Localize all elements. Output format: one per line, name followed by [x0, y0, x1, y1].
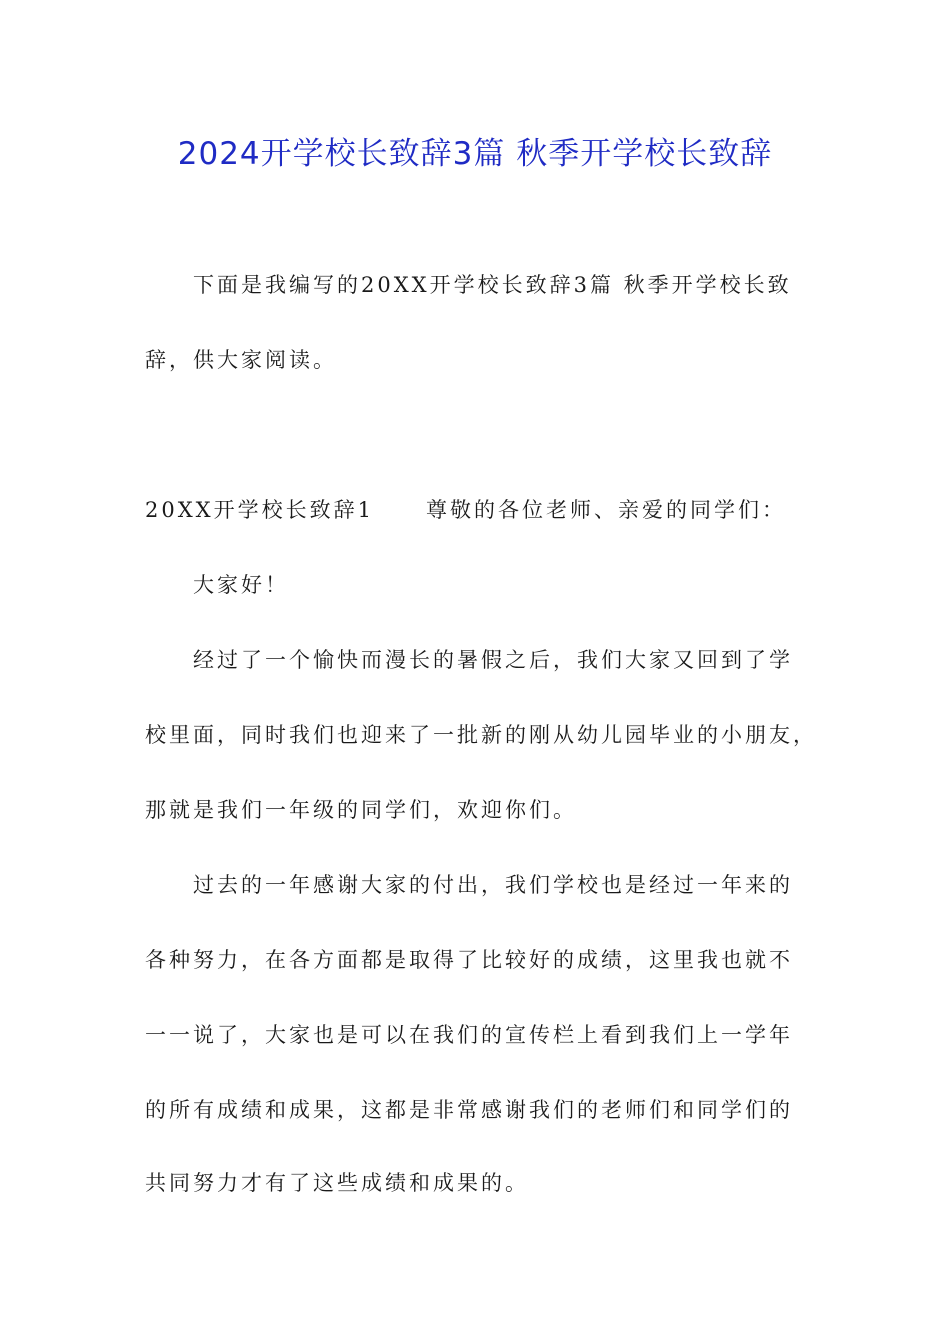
- paragraph-1-line-2: 校里面，同时我们也迎来了一批新的刚从幼儿园毕业的小朋友，: [145, 723, 817, 747]
- paragraph-2-line-2: 各种努力，在各方面都是取得了比较好的成绩，这里我也就不: [145, 948, 793, 972]
- paragraph-1-line-1: 经过了一个愉快而漫长的暑假之后，我们大家又回到了学: [193, 648, 793, 672]
- paragraph-1-line-3: 那就是我们一年级的同学们，欢迎你们。: [145, 798, 577, 822]
- intro-line-1: 下面是我编写的20XX开学校长致辞3篇 秋季开学校长致: [193, 273, 792, 297]
- salutation: 尊敬的各位老师、亲爱的同学们：: [425, 498, 786, 522]
- greeting: 大家好！: [193, 573, 289, 597]
- paragraph-2-line-5: 共同努力才有了这些成绩和成果的。: [145, 1171, 529, 1195]
- intro-line-2: 辞，供大家阅读。: [145, 348, 337, 372]
- section-heading: 20XX开学校长致辞1: [145, 498, 374, 522]
- paragraph-2-line-1: 过去的一年感谢大家的付出，我们学校也是经过一年来的: [193, 873, 793, 897]
- paragraph-2-line-4: 的所有成绩和成果，这都是非常感谢我们的老师们和同学们的: [145, 1098, 793, 1122]
- section-heading-line: [145, 495, 786, 525]
- paragraph-2-line-3: 一一说了，大家也是可以在我们的宣传栏上看到我们上一学年: [145, 1023, 793, 1047]
- document-title: 2024开学校长致辞3篇 秋季开学校长致辞: [177, 136, 773, 172]
